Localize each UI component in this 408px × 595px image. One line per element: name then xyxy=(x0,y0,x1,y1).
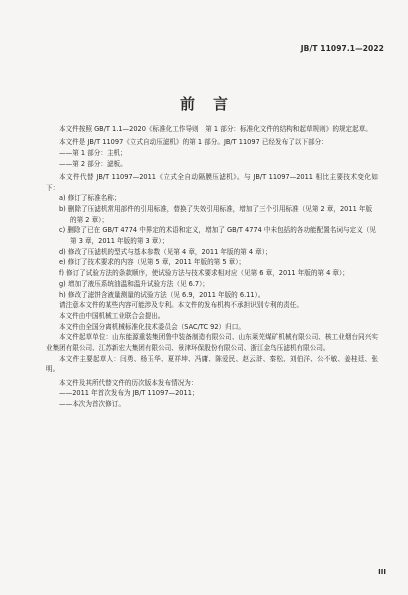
paragraph-drafting-rule: 本文件按照 GB/T 1.1—2020《标准化工作导则 第 1 部分：标准化文件的结构和起草规则》的规定起草。 xyxy=(59,125,372,133)
change-item-a: a) 修订了标准名称； xyxy=(59,194,121,203)
paragraph-drafters: 本文件主要起草人：闫勇、杨玉华、夏祥坤、冯庸、陈爱民、赵云浒、秦松、刘伯洋、公不敏、姜桂廷、张明。 xyxy=(46,354,378,374)
change-item-b: b) 删除了压滤机常用部件的引用标准，替换了失效引用标准，增加了三个引用标准（见第 2 章，2011 年版的第 2 章）； xyxy=(59,204,373,224)
change-item-g: g) 增加了液压系统油温和温升试验方法（见 6.7）； xyxy=(59,279,210,288)
page-number: III xyxy=(378,568,386,576)
paragraph-part-info: 本文件是 JB/T 11097《立式自动压滤机》的第 1 部分。JB/T 11097 已经发布了以下部分： xyxy=(59,138,328,147)
page-title: 前言 xyxy=(179,95,246,113)
document-body xyxy=(46,124,378,410)
change-item-d: d) 修改了压滤机的型式与基本参数（见第 4 章，2011 年版的第 4 章）； xyxy=(59,247,272,256)
paragraph-committee: 本文件由全国分离机械标准化技术委员会（SAC/TC 92）归口。 xyxy=(59,322,245,331)
list-item-part-1: ——第 1 部分：主机； xyxy=(59,148,127,157)
list-item-history-2: ——本次为首次修订。 xyxy=(59,400,125,409)
paragraph-patent-notice: 请注意本文件的某些内容可能涉及专利。本文件的发布机构不承担识别专利的责任。 xyxy=(59,301,303,310)
standard-code: JB/T 11097.1—2022 xyxy=(300,44,384,53)
paragraph-proposer: 本文件由中国机械工业联合会提出。 xyxy=(59,311,165,320)
change-item-e: e) 修订了技术要求的内容（见第 5 章，2011 年版的第 5 章）； xyxy=(59,258,246,267)
change-item-f: f) 修订了试验方法的条款顺序，使试验方法与技术要求相对应（见第 6 章，2011 年版的第 4 章）； xyxy=(59,269,349,278)
paragraph-drafting-units: 本文件起草单位：山东能源重装集团鲁中装备制造有限公司、山东莱芜煤矿机械有限公司、核工业烟台同兴实业集团有限公司、江苏新宏大集团有限公司、景津环保股份有限公司、浙江金鸟压滤机有限公司。 xyxy=(46,333,378,353)
list-item-part-2: ——第 2 部分：滤板。 xyxy=(59,159,127,168)
change-item-c: c) 删除了已在 GB/T 4774 中界定的术语和定义，增加了 GB/T 4774 中未包括的各功能配置名词与定义（见第 3 章，2011 年版的第 3 章）； xyxy=(59,226,376,246)
paragraph-history: 本文件及其所代替文件的历次版本发布情况为： xyxy=(59,378,198,387)
change-item-h: h) 修改了滤饼含液量测量的试验方法（见 6.9，2011 年版的 6.11）。 xyxy=(59,290,265,299)
list-item-history-1: ——2011 年首次发布为 JB/T 11097—2011； xyxy=(59,389,199,398)
paragraph-replacement: 本文件代替 JB/T 11097—2011《立式全自动隔膜压滤机》。与 JB/T 11097—2011 相比主要技术变化如下： xyxy=(46,172,378,192)
